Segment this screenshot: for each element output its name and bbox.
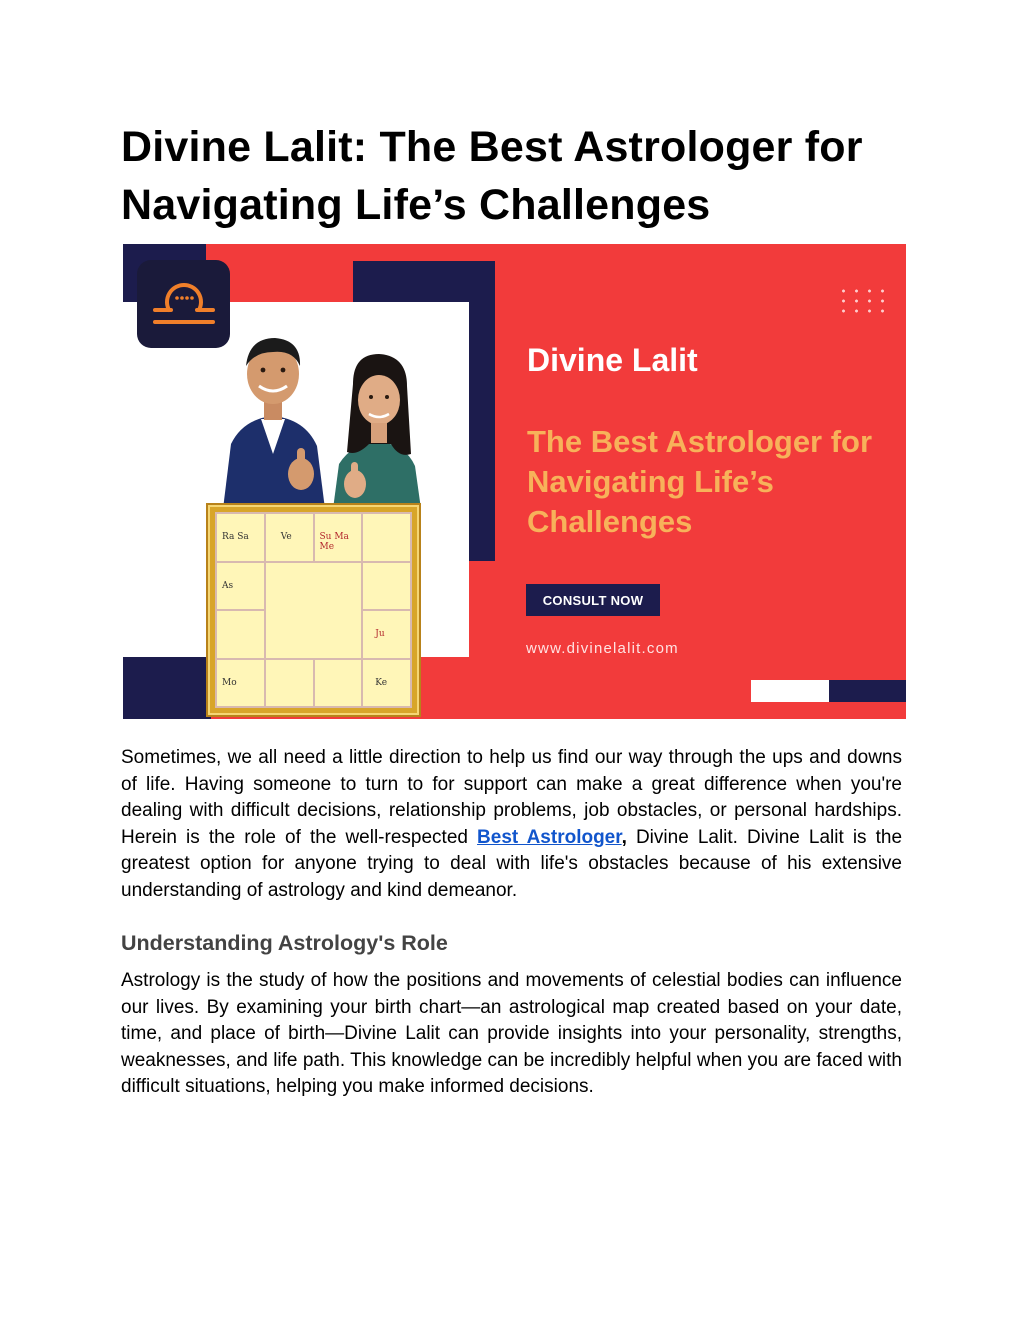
banner-strip-navy [829,680,906,702]
intro-paragraph [121,745,902,905]
chart-cell: Ke [362,659,411,708]
chart-cell: As [216,562,265,611]
section-heading: Understanding Astrology's Role [121,931,448,955]
banner-url: www.divinelalit.com [526,640,679,657]
chart-cell: Ra Sa [216,513,265,562]
people-illustration [213,324,433,509]
banner-tagline: The Best Astrologer for Navigating Life’s Challenges [527,424,873,539]
banner-brand-name: Divine Lalit [527,342,698,378]
chart-cell [314,659,363,708]
link-comma: , [621,826,627,848]
banner-navy-block-bottom [123,662,211,719]
chart-cell [216,610,265,659]
chart-cell: Ve [265,513,314,562]
hero-banner [123,244,906,719]
birth-chart [206,503,421,717]
section-paragraph: Astrology is the study of how the positions and movements of celestial bodies can influence our lives. By examining your birth chart—an astrological map created based on your date, time, and place of birth—Divine Lalit can provide insights into your personality, strengths, weaknesses, and life path. This knowledge can be incredibly helpful when you are faced with difficult situations, helping you make informed decisions. [121,970,902,1098]
page-title: Divine Lalit: The Best Astrologer for Navigating Life’s Challenges [121,123,863,229]
chart-cell [265,659,314,708]
intro-text-start: Sometimes, we all need a little direction to help us find our way through the ups and downs of life. Having someone to turn to for support can make a great difference when you're dealing with difficult decisions, relationship problems, job obstacles, or personal hardships. Herein is the role of the well-respected [121,747,902,848]
chart-cell: Ju [362,610,411,659]
best-astrologer-link[interactable]: Best Astrologer [477,826,622,848]
consult-now-button[interactable]: CONSULT NOW [526,584,660,616]
banner-strip-white [751,680,829,702]
chart-cell: Su Ma Me [314,513,363,562]
chart-cell [362,513,411,562]
chart-cell: Mo [216,659,265,708]
intro-text-end: Divine Lalit. Divine Lalit is the greatest option for anyone trying to deal with life's obstacles because of his extensive understanding of astrology and kind demeanor. [121,826,903,901]
chart-center [265,562,363,659]
chart-cell [362,562,411,611]
decorative-dot-grid [837,286,889,316]
